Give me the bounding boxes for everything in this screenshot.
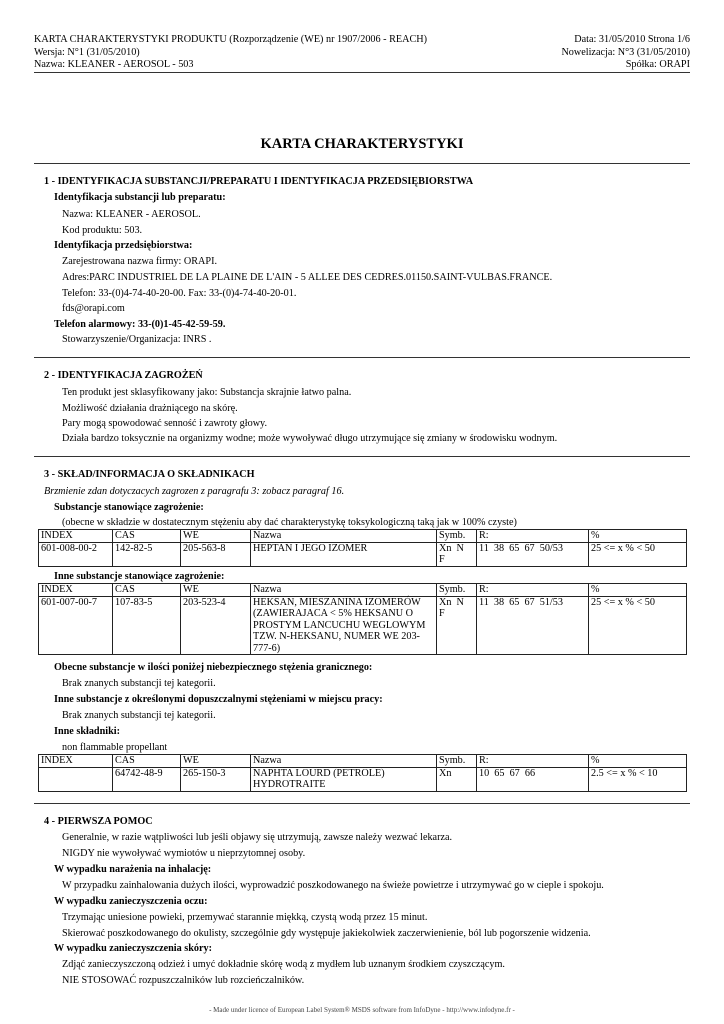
s3-intro: Brzmienie zdan dotyczacych zagrozen z paragrafu 3: zobacz paragraf 16. [44,486,345,497]
table-header-row [39,530,687,543]
header-doc-type: KARTA CHARAKTERYSTYKI PRODUKTU (Rozporządzenie (WE) nr 1907/2006 - REACH) [34,34,428,45]
document-title: KARTA CHARAKTERYSTYKI [260,136,464,152]
th-cas: CAS [113,584,181,597]
th-index: INDEX [39,584,113,597]
header-divider [34,72,690,73]
cell-r: 10 65 67 66 [477,767,589,791]
section-2-title: 2 - IDENTYFIKACJA ZAGROŻEŃ [44,370,203,381]
s1-phone-fax: Telefon: 33-(0)4-74-40-20-00. Fax: 33-(0)4-74-40-20-01. [62,288,297,299]
th-percent: % [589,584,687,597]
s4-label-skin: W wypadku zanieczyszczenia skóry: [54,943,212,954]
th-we: WE [181,584,251,597]
s3-workplace-limits-text: Brak znanych substancji tej kategorii. [62,710,216,721]
table-row [39,596,687,655]
s3-propellant-note: non flammable propellant [62,742,168,753]
s4-skin-text-2: NIE STOSOWAĆ rozpuszczalników lub rozcieńczalników. [62,975,305,986]
th-r: R: [477,755,589,768]
s4-eyes-text-1: Trzymając uniesione powieki, przemywać starannie miękką, czystą wodą przez 15 minut. [62,912,428,923]
s3-note-concentration: (obecne w składzie w dostatecznym stężeniu aby dać charakterystykę toksykologiczną taką jak w 100% czyste) [62,517,517,528]
th-r: R: [477,584,589,597]
s4-inhalation-text: W przypadku zainhalowania dużych ilości, wyprowadzić poszkodowanego na świeże powietrze i utrzymywać go w cieple i spokoju. [62,880,604,891]
cell-we: 205-563-8 [181,542,251,566]
th-name: Nazwa [251,755,437,768]
header-company: Spółka: ORAPI [625,59,690,70]
s1-product-name: Nazwa: KLEANER - AEROSOL. [62,209,201,220]
cell-cas: 64742-48-9 [113,767,181,791]
s3-label-other-hazardous: Inne substancje stanowiące zagrożenie: [54,571,225,582]
s2-hazard-3: Pary mogą spowodować senność i zawroty głowy. [62,418,268,429]
table-header-row [39,755,687,768]
th-symbol: Symb. [437,584,477,597]
th-cas: CAS [113,755,181,768]
composition-table-2 [38,583,687,655]
cell-cas: 142-82-5 [113,542,181,566]
s3-label-hazardous: Substancje stanowiące zagrożenie: [54,502,204,513]
s3-label-workplace-limits: Inne substancje z określonymi dopuszczalnymi stężeniami w miejscu pracy: [54,694,383,705]
title-divider [34,163,690,164]
s4-general-2: NIGDY nie wywoływać wymiotów u nieprzytomnej osoby. [62,848,306,859]
s1-company-name: Zarejestrowana nazwa firmy: ORAPI. [62,256,218,267]
s1-label-substance: Identyfikacja substancji lub preparatu: [54,192,226,203]
s4-label-inhalation: W wypadku narażenia na inhalację: [54,864,212,875]
th-r: R: [477,530,589,543]
s4-skin-text-1: Zdjąć zanieczyszczoną odzież i umyć dokładnie skórę wodą z mydłem lub uznanym środkiem czyszczącym. [62,959,505,970]
cell-symbol: Xn N F [437,542,477,566]
header-product-name: Nazwa: KLEANER - AEROSOL - 503 [34,59,194,70]
cell-percent: 25 <= x % < 50 [589,542,687,566]
s3-label-other-ingredients: Inne składniki: [54,726,120,737]
th-cas: CAS [113,530,181,543]
footer-licence: - Made under licence of European Label System® MSDS software from InfoDyne - http://www.infodyne.fr - [209,1006,515,1014]
s3-label-below-limit: Obecne substancje w ilości poniżej niebezpiecznego stężenia granicznego: [54,662,373,673]
th-percent: % [589,530,687,543]
s2-hazard-4: Działa bardzo toksycznie na organizmy wodne; może wywoływać długo utrzymujące się zmiany w środowisku wodnym. [62,433,558,444]
cell-cas: 107-83-5 [113,596,181,655]
th-name: Nazwa [251,530,437,543]
cell-percent: 2.5 <= x % < 10 [589,767,687,791]
s4-eyes-text-2: Skierować poszkodowanego do okulisty, szczególnie gdy występuje jakiekolwiek zaczerwienienie, ból lub pogorszenie widzenia. [62,928,591,939]
s1-address: Adres:PARC INDUSTRIEL DE LA PLAINE DE L'AIN - 5 ALLEE DES CEDRES.01150.SAINT-VULBAS.FRANCE. [62,272,553,283]
composition-table-3 [38,754,687,792]
cell-r: 11 38 65 67 50/53 [477,542,589,566]
th-we: WE [181,755,251,768]
cell-index: 601-007-00-7 [39,596,113,655]
cell-name: HEPTAN I JEGO IZOMER [251,542,437,566]
section-4-title: 4 - PIERWSZA POMOC [44,816,153,827]
section-2-divider [34,456,690,457]
cell-r: 11 38 65 67 51/53 [477,596,589,655]
section-3-divider [34,803,690,804]
s1-emergency-phone: Telefon alarmowy: 33-(0)1-45-42-59-59. [54,319,226,330]
s1-organization: Stowarzyszenie/Organizacja: INRS . [62,334,212,345]
th-index: INDEX [39,530,113,543]
cell-percent: 25 <= x % < 50 [589,596,687,655]
s4-general-1: Generalnie, w razie wątpliwości lub jeśli objawy się utrzymują, zawsze należy wezwać lekarza. [62,832,453,843]
cell-we: 265-150-3 [181,767,251,791]
cell-symbol: Xn [437,767,477,791]
section-1-divider [34,357,690,358]
s2-hazard-2: Możliwość działania drażniącego na skórę. [62,403,238,414]
th-symbol: Symb. [437,530,477,543]
s1-label-company: Identyfikacja przedsiębiorstwa: [54,240,193,251]
section-1-title: 1 - IDENTYFIKACJA SUBSTANCJI/PREPARATU I IDENTYFIKACJA PRZEDSIĘBIORSTWA [44,176,474,187]
cell-name: HEKSAN, MIESZANINA IZOMERÓW (ZAWIERAJACA < 5% HEKSANU O PROSTYM LANCUCHU WEGLOWYM TZW. N-HEKSANU, NUMER WE 203-777-6) [251,596,437,655]
table-header-row [39,584,687,597]
s2-hazard-1: Ten produkt jest sklasyfikowany jako: Substancja skrajnie łatwo palna. [62,387,352,398]
th-symbol: Symb. [437,755,477,768]
th-index: INDEX [39,755,113,768]
s3-below-limit-text: Brak znanych substancji tej kategorii. [62,678,216,689]
s1-product-code: Kod produktu: 503. [62,225,143,236]
table-row [39,767,687,791]
cell-index [39,767,113,791]
header-revision: Nowelizacja: N°3 (31/05/2010) [561,46,690,58]
cell-name: NAPHTA LOURD (PETROLE) HYDROTRAITE [251,767,437,791]
section-3-title: 3 - SKŁAD/INFORMACJA O SKŁADNIKACH [44,469,255,480]
document-header [34,34,690,72]
cell-symbol: Xn N F [437,596,477,655]
th-name: Nazwa [251,584,437,597]
th-we: WE [181,530,251,543]
composition-table-1 [38,529,687,567]
header-version: Wersja: N°1 (31/05/2010) [34,46,140,58]
cell-we: 203-523-4 [181,596,251,655]
s4-label-eyes: W wypadku zanieczyszczenia oczu: [54,896,208,907]
header-date-page: Data: 31/05/2010 Strona 1/6 [574,34,690,45]
table-row [39,542,687,566]
cell-index: 601-008-00-2 [39,542,113,566]
th-percent: % [589,755,687,768]
s1-email: fds@orapi.com [62,303,125,314]
